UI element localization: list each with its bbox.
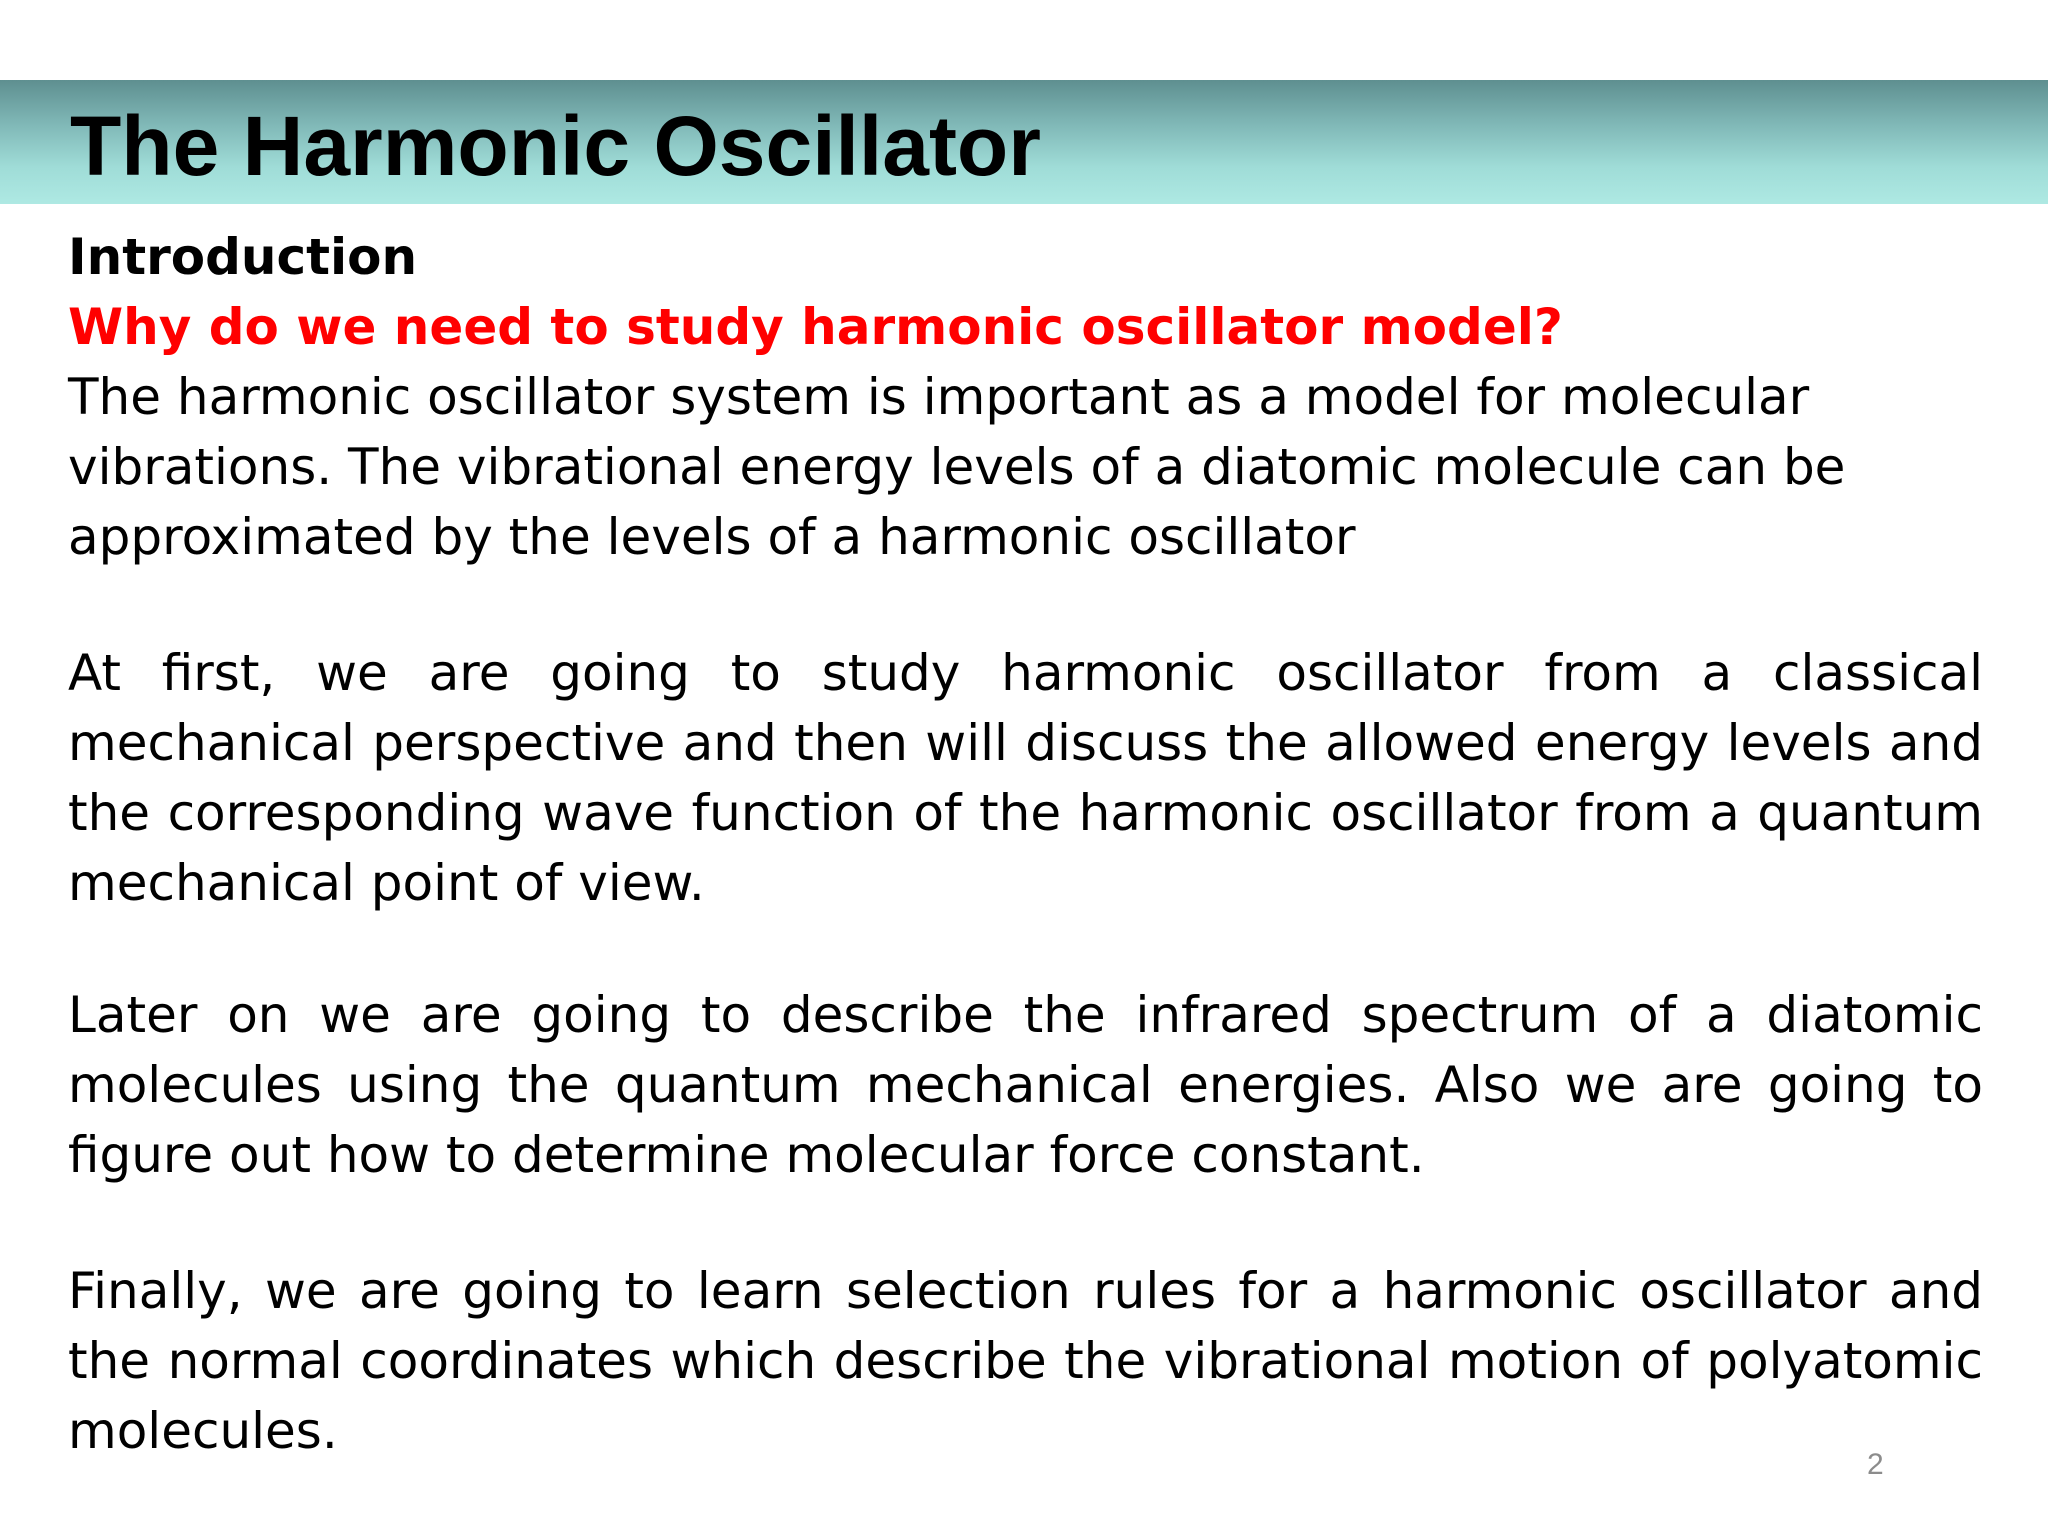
spacer [68,918,1983,980]
paragraph-2: At first, we are going to study harmonic oscillator from a classical mechanical perspective and then will discuss the allowed energy levels and the corresponding wave function of the harmonic oscillator from a quantum mechanical point of view. [68,644,1983,912]
paragraph-3: Later on we are going to describe the infrared spectrum of a diatomic molecules using the quantum mechanical energies. Also we are going to figure out how to determine molecular force constant. [68,986,1983,1184]
paragraph-1: The harmonic oscillator system is important as a model for molecular vibrations. The vibrational energy levels of a diatomic molecule can be approximated by the levels of a harmonic oscillator [68,368,1846,566]
spacer [68,1190,1983,1256]
paragraph-4: Finally, we are going to learn selection rules for a harmonic oscillator and the normal coordinates which describe the vibrational motion of polyatomic molecules. [68,1262,1983,1460]
slide-content [68,222,1983,1466]
question-text: Why do we need to study harmonic oscillator model? [68,298,1563,356]
intro-heading: Introduction [68,228,418,286]
slide-title: The Harmonic Oscillator [70,99,1041,193]
page-number: 2 [1867,1448,1884,1481]
spacer [68,572,1983,638]
